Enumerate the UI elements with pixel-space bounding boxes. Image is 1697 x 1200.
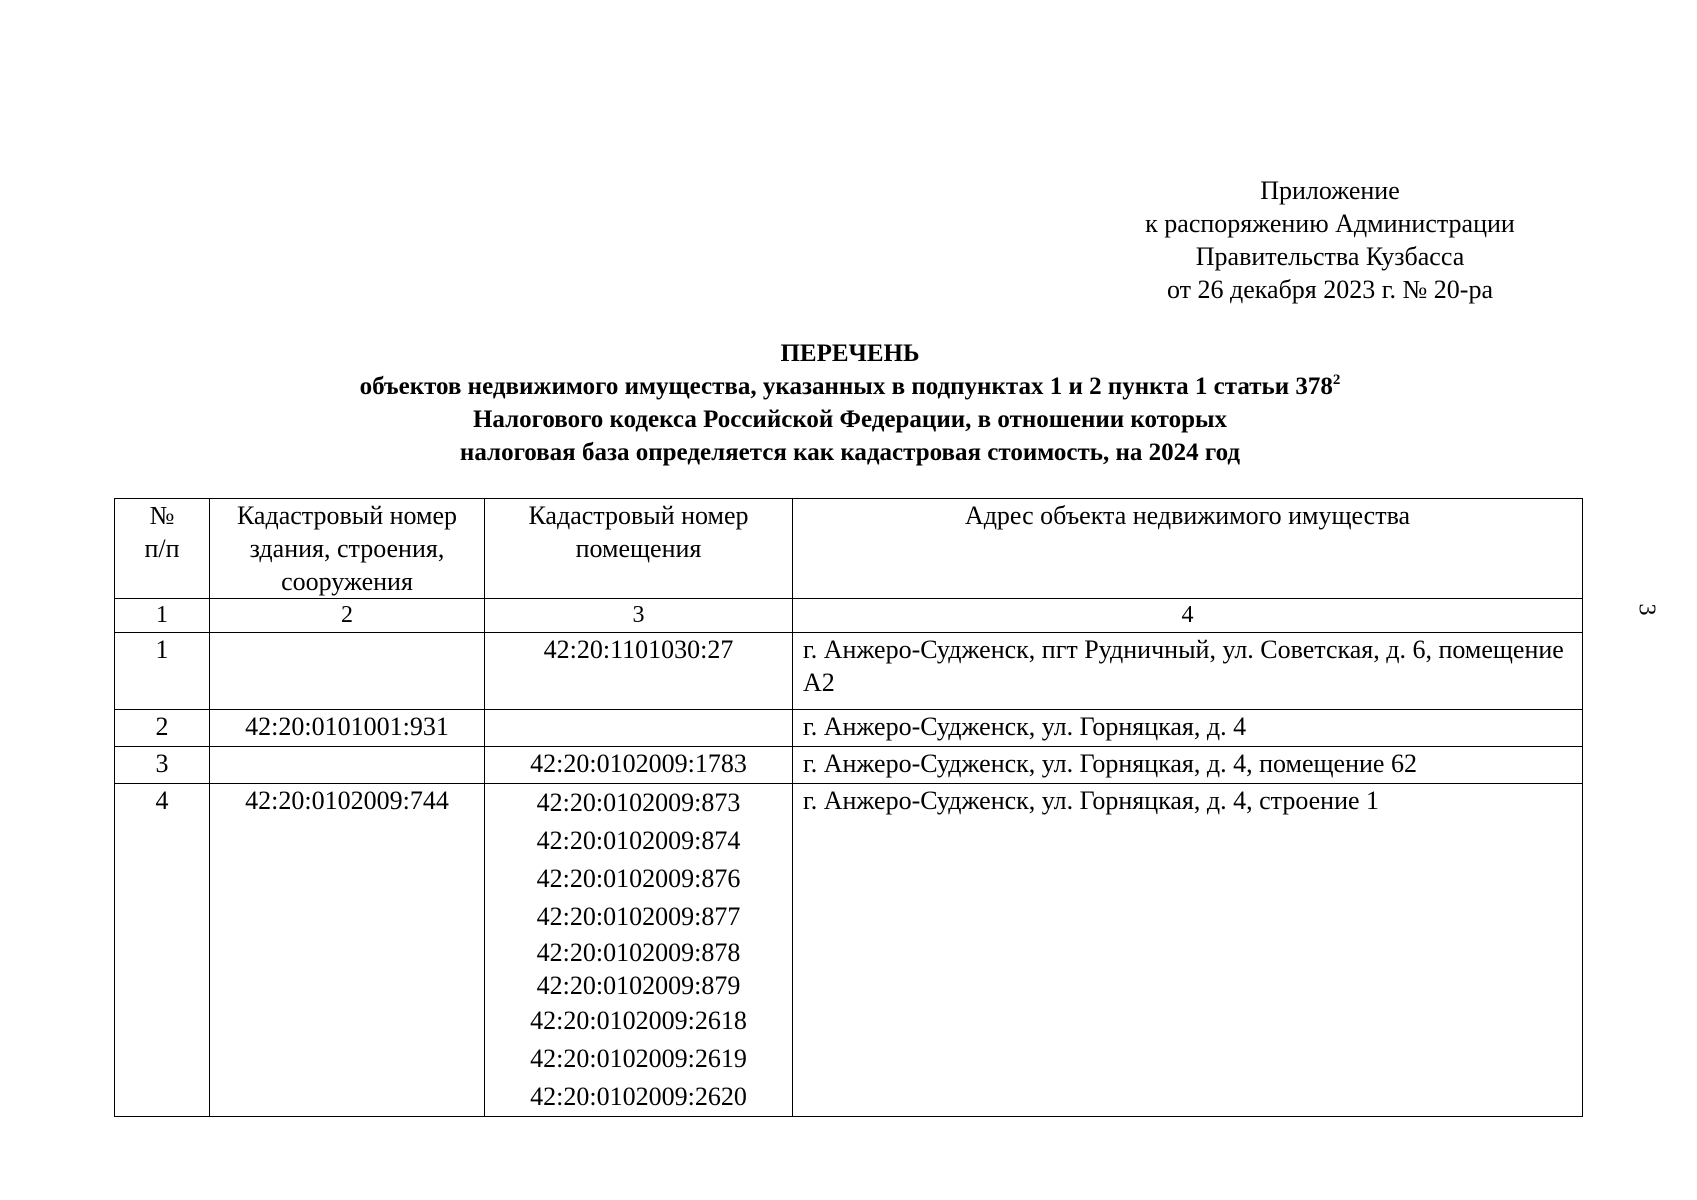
row-number: 3	[115, 747, 210, 784]
premises-number: 42:20:0102009:1783	[485, 747, 793, 784]
address: г. Анжеро-Судженск, пгт Рудничный, ул. Советская, д. 6, помещение А2	[793, 633, 1583, 710]
document-title	[150, 337, 1550, 469]
property-table	[114, 498, 1583, 1117]
row-number: 2	[115, 710, 210, 747]
table-row	[115, 747, 1583, 784]
premises-number: 42:20:0102009:878	[536, 938, 741, 967]
header-cell: Адрес объекта недвижимого имущества	[793, 499, 1583, 599]
appendix-line: Правительства Кузбасса	[1195, 242, 1465, 271]
premises-list	[485, 784, 793, 1117]
header-cell: № п/п	[115, 499, 210, 599]
table-row	[115, 710, 1583, 747]
premises-number: 42:20:0102009:2618	[530, 1006, 747, 1035]
table-row	[115, 633, 1583, 710]
building-number	[210, 633, 485, 710]
premises-number: 42:20:0102009:2619	[530, 1044, 747, 1073]
premises-number: 42:20:0102009:879	[536, 971, 741, 1000]
premises-number: 42:20:1101030:27	[485, 633, 793, 710]
address: г. Анжеро-Судженск, ул. Горняцкая, д. 4	[793, 710, 1583, 747]
appendix-line: к распоряжению Администрации	[1145, 209, 1515, 238]
page-number: 3	[1633, 603, 1660, 616]
title-line	[150, 370, 1550, 403]
building-number	[210, 747, 485, 784]
premises-number: 42:20:0102009:873	[536, 788, 741, 817]
row-number: 1	[115, 633, 210, 710]
address: г. Анжеро-Судженск, ул. Горняцкая, д. 4, строение 1	[793, 784, 1583, 1117]
header-cell: Кадастровый номер помещения	[485, 499, 793, 599]
appendix-header	[1100, 174, 1560, 306]
premises-number: 42:20:0102009:877	[536, 902, 741, 931]
premises-number: 42:20:0102009:2620	[530, 1082, 747, 1111]
column-number-row	[115, 599, 1583, 633]
title-line: налоговая база определяется как кадастровая стоимость, на 2024 год	[459, 439, 1241, 466]
title-heading: ПЕРЕЧЕНЬ	[780, 340, 920, 367]
table-row	[115, 784, 1583, 1117]
address: г. Анжеро-Судженск, ул. Горняцкая, д. 4, помещение 62	[793, 747, 1583, 784]
column-number: 3	[485, 599, 793, 633]
column-number: 4	[793, 599, 1583, 633]
row-number: 4	[115, 784, 210, 1117]
title-line: Налогового кодекса Российской Федерации, в отношении которых	[472, 406, 1228, 433]
premises-number	[485, 710, 793, 747]
column-number: 1	[115, 599, 210, 633]
title-superscript: 2	[1332, 372, 1341, 388]
building-number: 42:20:0102009:744	[210, 784, 485, 1117]
appendix-line: Приложение	[1260, 176, 1400, 205]
appendix-line: от 26 декабря 2023 г. № 20-ра	[1167, 275, 1493, 304]
table-header-row	[115, 499, 1583, 599]
building-number: 42:20:0101001:931	[210, 710, 485, 747]
header-cell: Кадастровый номер здания, строения, сооружения	[210, 499, 485, 599]
column-number: 2	[210, 599, 485, 633]
premises-number: 42:20:0102009:874	[536, 826, 741, 855]
premises-number: 42:20:0102009:876	[536, 864, 741, 893]
title-line-text: объектов недвижимого имущества, указанных в подпунктах 1 и 2 пункта 1 статьи 378	[359, 373, 1333, 400]
